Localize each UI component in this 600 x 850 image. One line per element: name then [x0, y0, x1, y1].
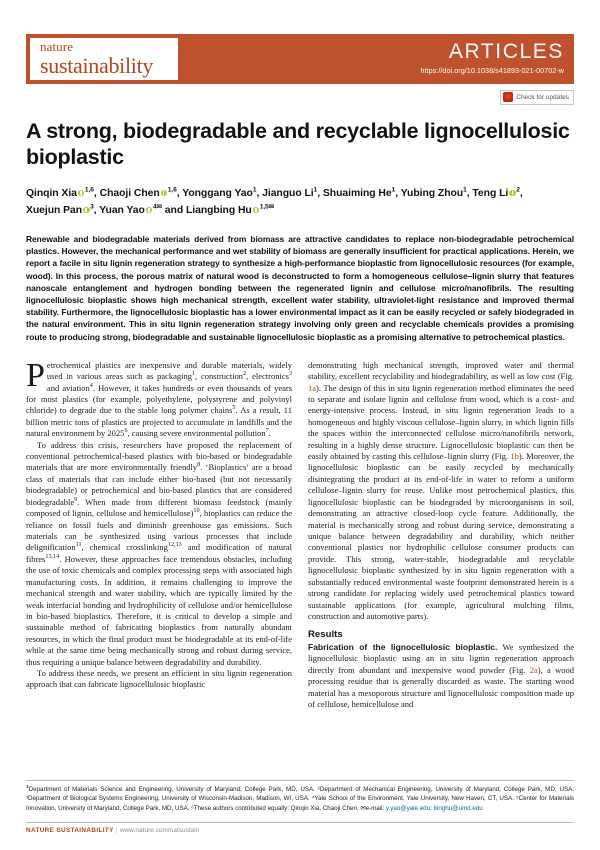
affiliations: $^1$Department of Materials Science and Engineering, University of Maryland, College Park, MD, USA. ²Department of Mechanical Engineering, University of Maryland, College Park, MD, USA. ³Department of Biological Systems Engineering, University of Wisconsin-Madison, Madison, WI, USA. ⁴Yale School of the Environment, Yale University, New Haven, CT, USA. ⁵Center for Materials Innovation, University of Maryland, College Park, MD, USA. ⁶These authors contributed equally: Qinqin Xia, Chaoji Chen. ✉e-mail: y.yao@yale.edu; binghu@umd.edu	[26, 784, 574, 812]
author-line-1: Qinqin Xia $^{1,6}$, Chaoji Chen $^{1,6}$, Yonggang Yao$^1$, Jianguo Li$^1$, Shuaiming He$^1$, Yubing Zhou$^1$, Teng Li $^2$,	[26, 186, 523, 200]
journal-footer-name: NATURE SUSTAINABILITY	[26, 827, 114, 834]
updates-row	[26, 84, 574, 106]
journal-footer: NATURE SUSTAINABILITY | www.nature.com/natsustain	[26, 827, 200, 834]
journal-logo-sustainability: sustainability	[40, 52, 154, 78]
author-list	[26, 186, 574, 220]
paragraph-fabrication: Fabrication of the lignocellulosic bioplastic. We synthesized the lignocellulosic bioplastic using an in situ lignin regeneration approach directly from abundant and inexpensive wood powder (Fig. 2a), a wood processing residue that is generally discarded as waste. The starting wood material has a mesoporous structure and lignocellulosic composition made up of cellulose, hemicellulose and	[308, 641, 574, 709]
author-item[interactable]: and Liangbing Hu $^{1,5✉}$	[164, 203, 275, 217]
corresponding-author-icon[interactable]: ✉	[156, 203, 162, 211]
orcid-icon[interactable]	[509, 190, 516, 197]
paragraph-bioplastics: To address this crisis, researchers have proposed the replacement of conventional petrochemical-based plastics with bio-based or biodegradable materials that are more environmentally friendly$^8$. ‘Bioplastics’ are a broad class of materials that can include either bio-based (but not necessarily biodegradable) or petrochemical and bio-based plastics that are considered biodegradable$^9$. When made from different biomass feedstock (mainly composed of lignin, cellulose and hemicellulose)$^{10}$, bioplastics can reduce the reliance on fossil fuels and diminish greenhouse gas emissions. Such materials can be synthesized using various processes that include delignification$^{11}$, chemical crosslinking$^{12,13}$ and modification of natural fibres$^{13,14}$. However, these approaches face tremendous obstacles, including the use of toxic chemicals and complex processing steps with associated high manufacturing costs. In addition, it remains challenging to improve the mechanical strength and water stability, which are typically limited by the weak interfacial bonding and hydrophilicity of cellulose and/or hemicellulose in bio-based bioplastics. Therefore, it is critical to develop a simple and sustainable method of fabricating bioplastics from naturally abundant resources, in which the final product must be biodegradable at its end-of-life while at the same time being mechanically strong and robust during service, thus requiring a unique balance between degradability and durability.	[26, 439, 293, 667]
orcid-icon[interactable]	[83, 207, 90, 214]
author-item[interactable]: Yubing Zhou$^1$	[400, 186, 467, 200]
paragraph-design: demonstrating high mechanical strength, improved water and thermal stability, excellent recyclability and biodegradability, as well as low cost (Fig. 1a). The design of this in situ lignin regeneration method eliminates the need to separate and isolate lignin and cellulose from wood, which is a cost- and energy-intensive process. Instead, in situ lignin regeneration leads to a homogeneous and highly viscous cellulose–lignin slurry, in which lignin fills the spaces within the interconnected cellulose micro/nanofibrils network, resulting in a highly dense structure. Lignocellulosic bioplastic can then be easily obtained by casting this cellulose–lignin slurry (Fig. 1b). Moreover, the lignocellulosic bioplastic can be easily recycled by mechanically disintegrating the product at its end-of-life in water to reform a uniform cellulose–lignin slurry for reuse. Unlike most petrochemical plastics, this lignocellulosic bioplastic can be biodegraded by microorganisms in soil, demonstrating an attractive closed-loop cycle feature. Additionally, the material is mechanically strong and robust during service, demonstrating a unique balance between degradability and durability, which neither conventional plastics nor hydrophilic cellulose consumer products can provide. This strong, water-stable, biodegradable and recyclable lignocellulosic bioplastic synthesized by in situ lignin regeneration with a substantially reduced environmental waste footprint demonstrated herein is a strong candidate for replacing widely used petrochemical plastics toward sustainable applications (for example, agricultural mulching films, construction and automotive parts).	[308, 359, 575, 621]
abstract: Renewable and biodegradable materials derived from biomass are attractive candidates to replace non-biodegradable petrochemical plastics. However, the mechanical performance and wet stability of biomass are generally insufficient for practical applications. Herein, we report a facile in situ lignin regeneration strategy to synthesize a high-performance bioplastic from lignocellulosic resources (for example, wood). In this process, the porous matrix of natural wood is deconstructed to form a homogeneous cellulose–lignin slurry that features nanoscale entanglement and hydrogen bonding between the regenerated lignin and cellulose micro/nanofibrils. The resulting lignocellulosic bioplastic shows high mechanical strength, excellent water stability, ultraviolet-light resistance and improved thermal stability. Furthermore, the lignocellulosic bioplastic has a lower environmental impact as it can be easily recycled or safely biodegraded in the natural environment. This in situ lignin regeneration strategy involving only green and recyclable chemicals provides a promising route to producing strong, biodegradable and sustainable lignocellulosic bioplastic as a promising alternative to petrochemical plastics.	[26, 234, 574, 342]
author-line-2: Xuejun Pan $^3$, Yuan Yao $^{4✉}$ and Liangbing Hu $^{1,5✉}$	[26, 203, 275, 217]
orcid-icon[interactable]	[146, 207, 153, 214]
orcid-icon[interactable]	[161, 190, 168, 197]
author-item[interactable]: Yuan Yao $^{4✉}$	[99, 203, 162, 217]
author-item[interactable]: Xuejun Pan $^3$	[26, 203, 94, 217]
journal-logo	[30, 38, 178, 80]
journal-masthead	[26, 34, 574, 84]
doi-link[interactable]: https://doi.org/10.1038/s41893-021-00702-w	[420, 65, 564, 75]
affiliation-marker: 1	[26, 784, 29, 790]
paragraph-intro: Petrochemical plastics are inexpensive and durable materials, widely used in various areas such as packaging$^1$, construction$^2$, electronics$^3$ and aviation$^4$. However, it takes hundreds or even thousands of years for most plastics (for example, polyethylene, polystyrene and polyvinyl chloride) to degrade due to the stable long polymer chains$^5$. As a result, 11 billion metric tons of plastics are projected to accumulate in landfills and the natural environment by 2025$^6$, causing severe environmental pollution$^7$.	[26, 356, 293, 439]
drop-cap: P	[26, 356, 45, 394]
corresponding-author-icon[interactable]: ✉	[268, 203, 275, 211]
affiliations-divider	[26, 780, 574, 781]
body-column-right	[308, 360, 574, 711]
author-item[interactable]: Shuaiming He$^1$	[322, 186, 396, 200]
section-label: ARTICLES	[448, 39, 564, 63]
figure-link[interactable]: 2a	[529, 664, 538, 675]
journal-logo-nature: nature	[40, 38, 74, 54]
body-column-left	[26, 356, 293, 711]
email-link-1[interactable]: y.yao@yale.edu	[385, 804, 431, 812]
masthead-right	[420, 34, 574, 84]
page-title: A strong, biodegradable and recyclable lignocellulosic bioplastic	[26, 119, 570, 170]
author-item[interactable]: Chaoji Chen $^{1,6}$	[99, 186, 177, 200]
paragraph-approach: To address these needs, we present an efficient in situ lignin regeneration approach that can fabricate lignocellulosic bioplastic	[26, 668, 292, 690]
subsection-heading-fabrication: Fabrication of the lignocellulosic bioplastic.	[308, 641, 498, 652]
page-footer	[26, 780, 574, 835]
figure-link[interactable]: 1a	[308, 382, 317, 393]
journal-footer-divider	[26, 822, 574, 834]
author-item[interactable]: Yonggang Yao$^1$	[182, 186, 257, 200]
journal-footer-url[interactable]: www.nature.com/natsustain	[119, 827, 200, 834]
figure-link[interactable]: 1b	[510, 451, 519, 462]
email-link-2[interactable]: binghu@umd.edu	[433, 804, 483, 812]
check-for-updates-label: Check for updates	[516, 93, 569, 101]
affiliations-text: Department of Materials Science and Engineering, University of Maryland, College Park, MD, USA. ²Department of Mechanical Engineering, University of Maryland, College Park, MD, USA. ³Department of Biological Systems Engineering, University of Wisconsin-Madison, Madison, WI, USA. ⁴Yale School of the Environment, Yale University, New Haven, CT, USA. ⁵Center for Materials Innovation, University of Maryland, College Park, MD, USA. ⁶These authors contributed equally: Qinqin Xia, Chaoji Chen. ✉e-mail:	[26, 785, 574, 812]
body-columns	[26, 356, 575, 711]
section-heading-results: Results	[308, 629, 343, 641]
check-for-updates-badge[interactable]	[500, 90, 574, 105]
crossmark-icon	[503, 92, 513, 102]
author-item[interactable]: Qinqin Xia $^{1,6}$	[26, 186, 94, 200]
orcid-icon[interactable]	[78, 190, 85, 197]
author-item[interactable]: Jianguo Li$^1$	[262, 186, 318, 200]
orcid-icon[interactable]	[253, 207, 260, 214]
author-item[interactable]: Teng Li $^2$	[472, 186, 520, 200]
